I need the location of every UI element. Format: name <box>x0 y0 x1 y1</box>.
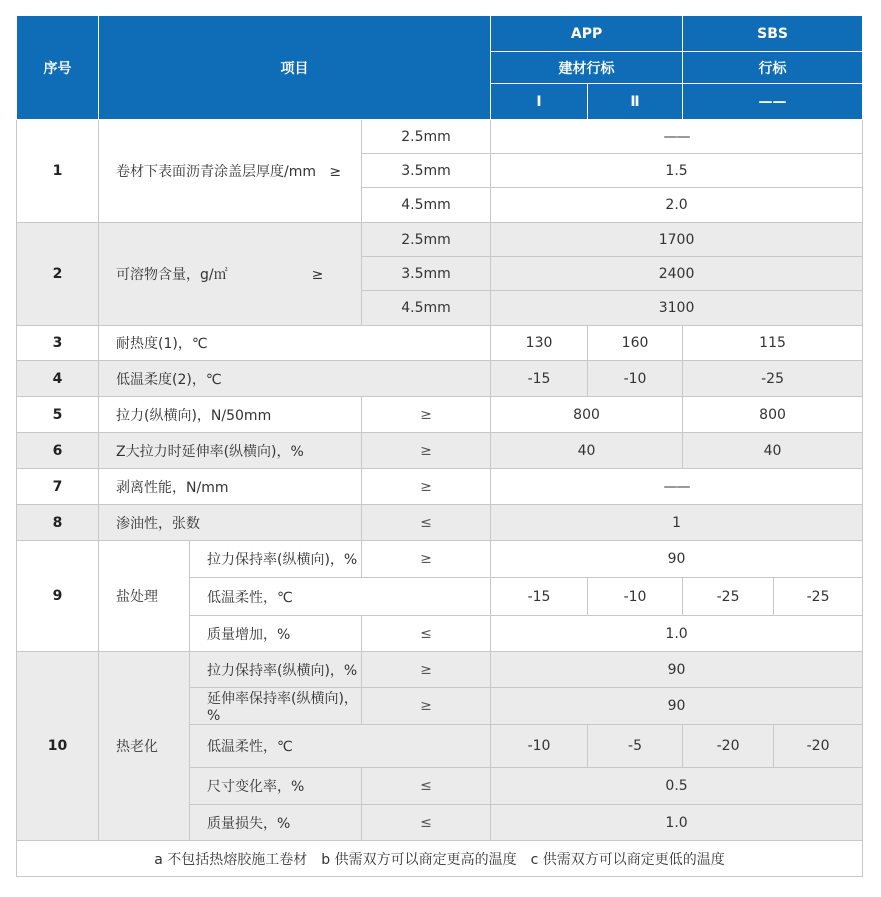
header-app: APP <box>491 16 683 52</box>
row-3-num: 3 <box>17 326 99 361</box>
row-2-sub-2: 3.5mm <box>362 257 491 291</box>
header-grade-2: Ⅱ <box>588 84 683 120</box>
row-2-label <box>99 223 362 326</box>
row-7-label: 剥离性能，N/mm <box>99 469 362 505</box>
row-3-val-2: 160 <box>588 326 683 361</box>
row-4-val-3: -25 <box>683 361 863 397</box>
row-2-val-3: 3100 <box>491 291 863 326</box>
row-10d-label: 尺寸变化率，% <box>190 768 362 805</box>
row-6-sbs: 40 <box>683 433 863 469</box>
row-8-label: 渗油性，张数 <box>99 505 362 541</box>
row-9b-label: 低温柔性，℃ <box>190 578 491 616</box>
row-1-label <box>99 120 362 223</box>
row-3-label: 耐热度(1)，℃ <box>99 326 491 361</box>
row-5-app: 800 <box>491 397 683 433</box>
row-10e-val: 1.0 <box>491 805 863 841</box>
row-2-num: 2 <box>17 223 99 326</box>
header-seq: 序号 <box>17 16 99 120</box>
row-9a-label: 拉力保持率(纵横向)，% <box>190 541 362 578</box>
header-sbs-std: 行标 <box>683 52 863 84</box>
row-10d-val: 0.5 <box>491 768 863 805</box>
row-2-symbol: ≥ <box>311 267 324 283</box>
row-10-num: 10 <box>17 652 99 841</box>
row-10b-val: 90 <box>491 688 863 725</box>
row-10a-val: 90 <box>491 652 863 688</box>
header-app-std: 建材行标 <box>491 52 683 84</box>
header-sbs-dash: —— <box>683 84 863 120</box>
row-2-label-text: 可溶物含量，g/㎡ <box>116 267 228 283</box>
row-9b-val-1: -15 <box>491 578 588 616</box>
row-1-val-1: —— <box>491 120 863 154</box>
row-10c-label: 低温柔性，℃ <box>190 725 491 768</box>
row-7-num: 7 <box>17 469 99 505</box>
row-5-num: 5 <box>17 397 99 433</box>
row-3-val-1: 130 <box>491 326 588 361</box>
row-10-label: 热老化 <box>99 652 190 841</box>
row-10a-label: 拉力保持率(纵横向)，% <box>190 652 362 688</box>
row-6-label: Z大拉力时延伸率(纵横向)，% <box>99 433 362 469</box>
row-5-symbol: ≥ <box>362 397 491 433</box>
row-5-label: 拉力(纵横向)，N/50mm <box>99 397 362 433</box>
row-2-sub-1: 2.5mm <box>362 223 491 257</box>
row-6-app: 40 <box>491 433 683 469</box>
row-10b-symbol: ≥ <box>362 688 491 725</box>
row-9-num: 9 <box>17 541 99 652</box>
row-8-num: 8 <box>17 505 99 541</box>
row-10c-val-3: -20 <box>683 725 774 768</box>
row-3-val-3: 115 <box>683 326 863 361</box>
row-10d-symbol: ≤ <box>362 768 491 805</box>
row-9a-symbol: ≥ <box>362 541 491 578</box>
header-grade-1: Ⅰ <box>491 84 588 120</box>
row-4-val-2: -10 <box>588 361 683 397</box>
row-10e-label: 质量损失，% <box>190 805 362 841</box>
row-10c-val-1: -10 <box>491 725 588 768</box>
row-8-symbol: ≤ <box>362 505 491 541</box>
row-9c-val: 1.0 <box>491 616 863 652</box>
row-2-val-1: 1700 <box>491 223 863 257</box>
row-9a-val: 90 <box>491 541 863 578</box>
row-1-num: 1 <box>17 120 99 223</box>
header-sbs: SBS <box>683 16 863 52</box>
row-6-symbol: ≥ <box>362 433 491 469</box>
row-5-sbs: 800 <box>683 397 863 433</box>
row-4-label: 低温柔度(2)，℃ <box>99 361 491 397</box>
row-1-label-text: 卷材下表面沥青涂盖层厚度/mm <box>116 164 316 180</box>
row-9c-symbol: ≤ <box>362 616 491 652</box>
spec-table <box>16 15 863 877</box>
header-item: 项目 <box>99 16 491 120</box>
row-1-val-2: 1.5 <box>491 154 863 188</box>
row-6-num: 6 <box>17 433 99 469</box>
row-1-symbol: ≥ <box>329 164 342 180</box>
row-9c-label: 质量增加，% <box>190 616 362 652</box>
row-8-val: 1 <box>491 505 863 541</box>
row-4-val-1: -15 <box>491 361 588 397</box>
row-9b-val-4: -25 <box>774 578 863 616</box>
row-9b-val-3: -25 <box>683 578 774 616</box>
row-2-sub-3: 4.5mm <box>362 291 491 326</box>
row-9b-val-2: -10 <box>588 578 683 616</box>
row-10c-val-4: -20 <box>774 725 863 768</box>
row-9-label: 盐处理 <box>99 541 190 652</box>
row-1-val-3: 2.0 <box>491 188 863 223</box>
row-1-sub-1: 2.5mm <box>362 120 491 154</box>
row-7-val: —— <box>491 469 863 505</box>
row-10e-symbol: ≤ <box>362 805 491 841</box>
row-4-num: 4 <box>17 361 99 397</box>
row-2-val-2: 2400 <box>491 257 863 291</box>
row-10c-val-2: -5 <box>588 725 683 768</box>
row-10a-symbol: ≥ <box>362 652 491 688</box>
row-7-symbol: ≥ <box>362 469 491 505</box>
row-10b-label: 延伸率保持率(纵横向)，% <box>190 688 362 725</box>
footnote: a 不包括热熔胶施工卷材 b 供需双方可以商定更高的温度 c 供需双方可以商定更低的温度 <box>17 841 863 877</box>
row-1-sub-2: 3.5mm <box>362 154 491 188</box>
row-1-sub-3: 4.5mm <box>362 188 491 223</box>
